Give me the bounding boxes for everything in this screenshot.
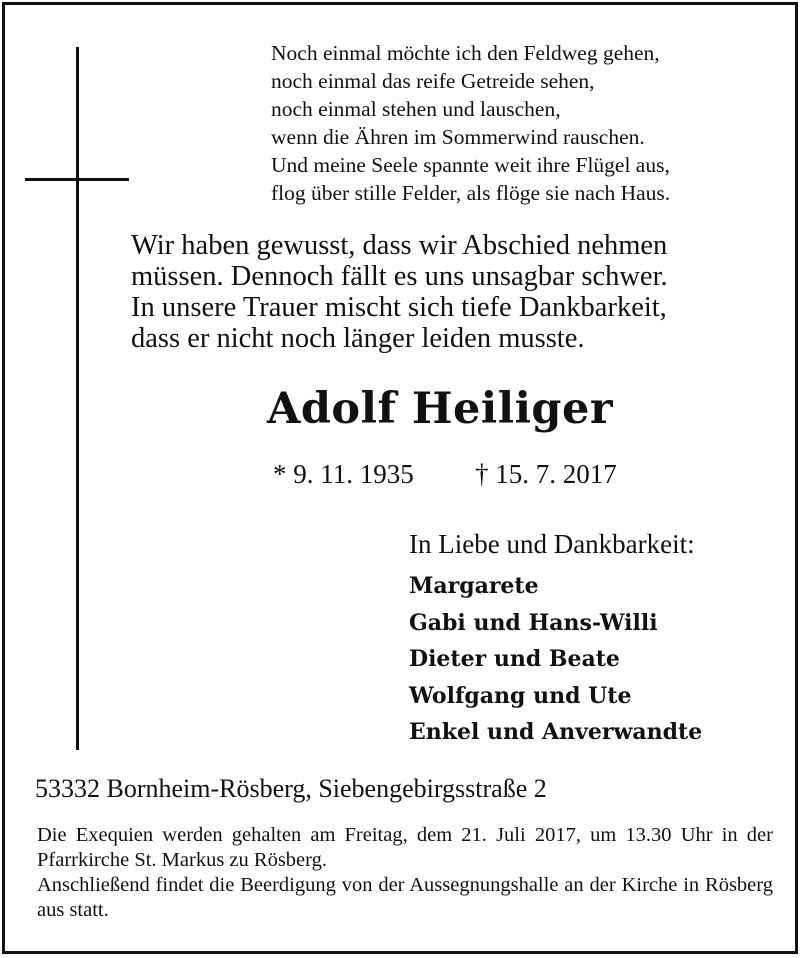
farewell-message bbox=[131, 230, 668, 354]
death-date: † 15. 7. 2017 bbox=[475, 459, 617, 489]
service-info bbox=[37, 823, 773, 923]
family-member: Gabi und Hans-Willi bbox=[409, 609, 658, 636]
message-line: Wir haben gewusst, dass wir Abschied nehmen bbox=[131, 230, 668, 261]
service-paragraph: Die Exequien werden gehalten am Freitag, dem 21. Juli 2017, um 13.30 Uhr in der Pfarrkirche St. Markus zu Rösberg. bbox=[37, 824, 773, 871]
poem-line: noch einmal das reife Getreide sehen, bbox=[271, 69, 595, 93]
message-line: müssen. Dennoch fällt es uns unsagbar schwer. bbox=[131, 261, 668, 292]
obituary-notice bbox=[2, 2, 798, 954]
family-member: Dieter und Beate bbox=[409, 646, 620, 672]
poem-line: flog über stille Felder, als flöge sie nach Haus. bbox=[271, 181, 671, 205]
poem bbox=[271, 39, 670, 207]
poem-line: Und meine Seele spannte weit ihre Flügel aus, bbox=[271, 153, 670, 177]
family-member: Enkel und Anverwandte bbox=[409, 719, 703, 745]
address: 53332 Bornheim-Rösberg, Siebengebirgsstraße 2 bbox=[35, 774, 547, 803]
poem-line: wenn die Ähren im Sommerwind rauschen. bbox=[271, 125, 645, 149]
family-member: Wolfgang und Ute bbox=[409, 682, 632, 709]
poem-line: noch einmal stehen und lauschen, bbox=[271, 97, 561, 121]
poem-line: Noch einmal möchte ich den Feldweg gehen, bbox=[271, 41, 660, 65]
family-member: Margarete bbox=[409, 573, 539, 599]
burial-paragraph: Anschließend findet die Beerdigung von der Aussegnungshalle an der Kirche in Rösberg aus statt. bbox=[37, 874, 773, 921]
cross-horizontal-bar bbox=[25, 178, 129, 181]
message-line: In unsere Trauer mischt sich tiefe Dankbarkeit, bbox=[131, 292, 667, 323]
family-intro: In Liebe und Dankbarkeit: bbox=[409, 529, 695, 559]
family-list bbox=[409, 568, 702, 751]
deceased-name: Adolf Heiliger bbox=[267, 384, 613, 434]
birth-date: * 9. 11. 1935 bbox=[273, 459, 414, 489]
cross-vertical-bar bbox=[76, 47, 79, 750]
message-line: dass er nicht noch länger leiden musste. bbox=[131, 323, 585, 354]
